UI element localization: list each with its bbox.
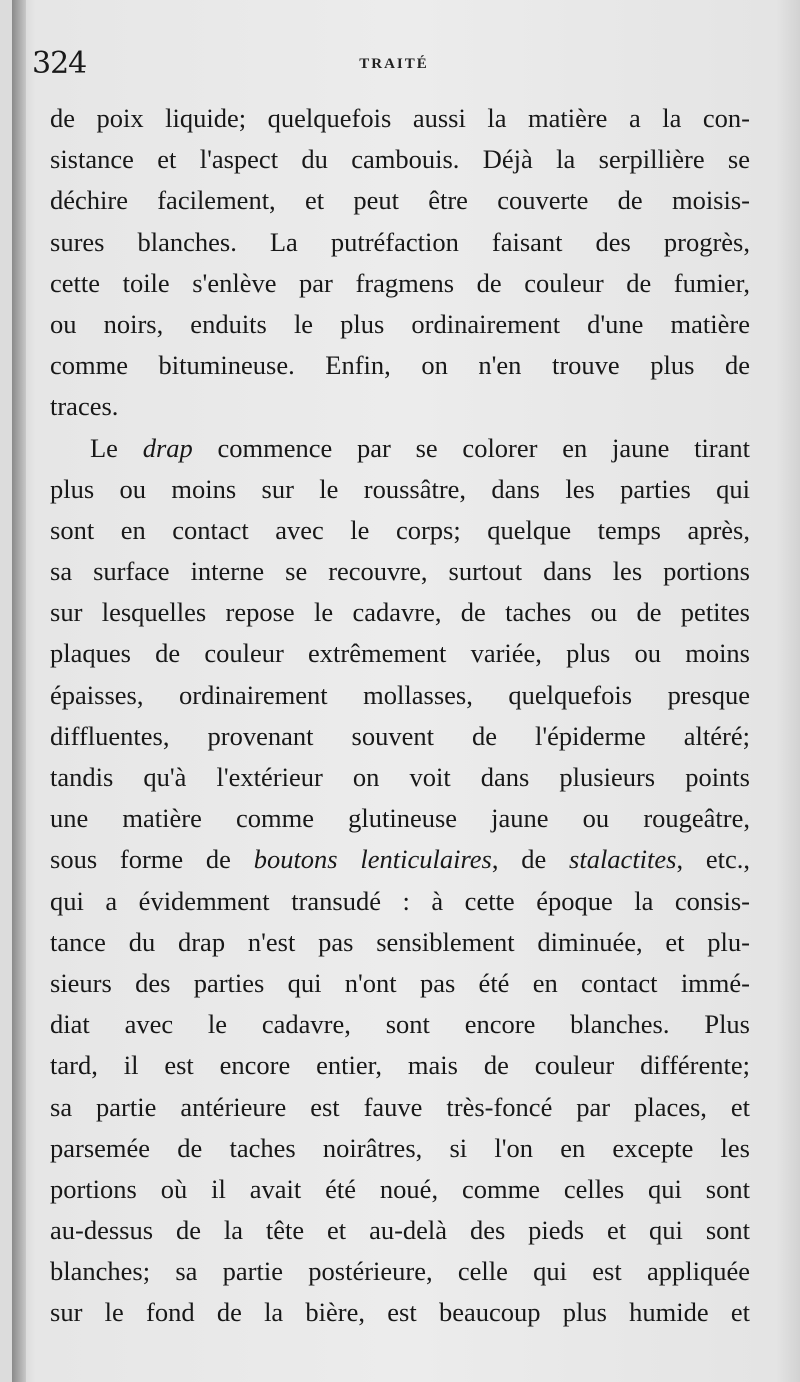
book-page	[12, 0, 800, 1382]
gutter-shadow	[12, 0, 26, 1382]
running-head: TRAITÉ	[359, 56, 429, 72]
text-line: de poix liquide; quelquefois aussi la matière a la con-	[50, 103, 750, 133]
text-line: diffluentes, provenant souvent de l'épiderme altéré;	[50, 720, 750, 751]
text-line: épaisses, ordinairement mollasses, quelquefois presque	[50, 679, 750, 710]
paragraph-2	[50, 428, 750, 1334]
italic-term: drap	[142, 432, 193, 463]
paragraph-1	[50, 98, 750, 428]
text-line: sur lesquelles repose le cadavre, de taches ou de petites	[50, 597, 750, 628]
text-line: sont en contact avec le corps; quelque temps après,	[50, 514, 750, 545]
text-line: une matière comme glutineuse jaune ou rougeâtre,	[50, 803, 750, 834]
text-line: sistance et l'aspect du cambouis. Déjà la serpillière se	[50, 144, 750, 175]
body-text	[50, 98, 750, 1334]
text-line: tandis qu'à l'extérieur on voit dans plusieurs points	[50, 762, 750, 792]
text-line: déchire facilement, et peut être couverte de moisis-	[50, 185, 750, 216]
text-line: sures blanches. La putréfaction faisant des progrès,	[50, 226, 750, 257]
text-line: au-dessus de la tête et au-delà des pieds et qui sont	[50, 1215, 750, 1246]
italic-term: boutons lenticulaires	[253, 844, 492, 875]
text-line-italic	[50, 839, 750, 880]
text-run: commence par se colorer en jaune tirant	[192, 432, 750, 463]
text-run: , de	[491, 844, 570, 875]
text-line: tance du drap n'est pas sensiblement diminuée, et plu-	[50, 926, 750, 957]
text-line: plus ou moins sur le roussâtre, dans les parties qui	[50, 473, 750, 504]
text-run: Le	[90, 432, 143, 463]
text-line: comme bitumineuse. Enfin, on n'en trouve plus de	[50, 350, 750, 381]
page-number: 324	[32, 46, 87, 81]
text-line: plaques de couleur extrêmement variée, plus ou moins	[50, 638, 750, 669]
text-line-first	[50, 428, 750, 469]
text-line: portions où il avait été noué, comme celles qui sont	[50, 1173, 750, 1204]
text-line: diat avec le cadavre, sont encore blanches. Plus	[50, 1009, 750, 1040]
text-line: ou noirs, enduits le plus ordinairement d'une matière	[50, 308, 750, 339]
text-line: sur le fond de la bière, est beaucoup plus humide et	[50, 1297, 750, 1328]
text-run: sous forme de	[50, 844, 254, 875]
text-line: blanches; sa partie postérieure, celle qui est appliquée	[50, 1256, 750, 1287]
text-line: sa surface interne se recouvre, surtout dans les portions	[50, 556, 750, 587]
text-line: cette toile s'enlève par fragmens de couleur de fumier,	[50, 267, 750, 298]
text-line: parsemée de taches noirâtres, si l'on en excepte les	[50, 1132, 750, 1163]
page-header	[32, 46, 756, 88]
text-line: traces.	[50, 391, 119, 422]
text-line: tard, il est encore entier, mais de couleur différente;	[50, 1050, 750, 1081]
text-line: sa partie antérieure est fauve très-foncé par places, et	[50, 1091, 750, 1122]
italic-term: stalactites	[569, 844, 677, 875]
text-run: , etc.,	[676, 844, 750, 875]
text-line: sieurs des parties qui n'ont pas été en contact immé-	[50, 967, 750, 998]
text-line: qui a évidemment transudé : à cette époque la consis-	[50, 885, 750, 916]
